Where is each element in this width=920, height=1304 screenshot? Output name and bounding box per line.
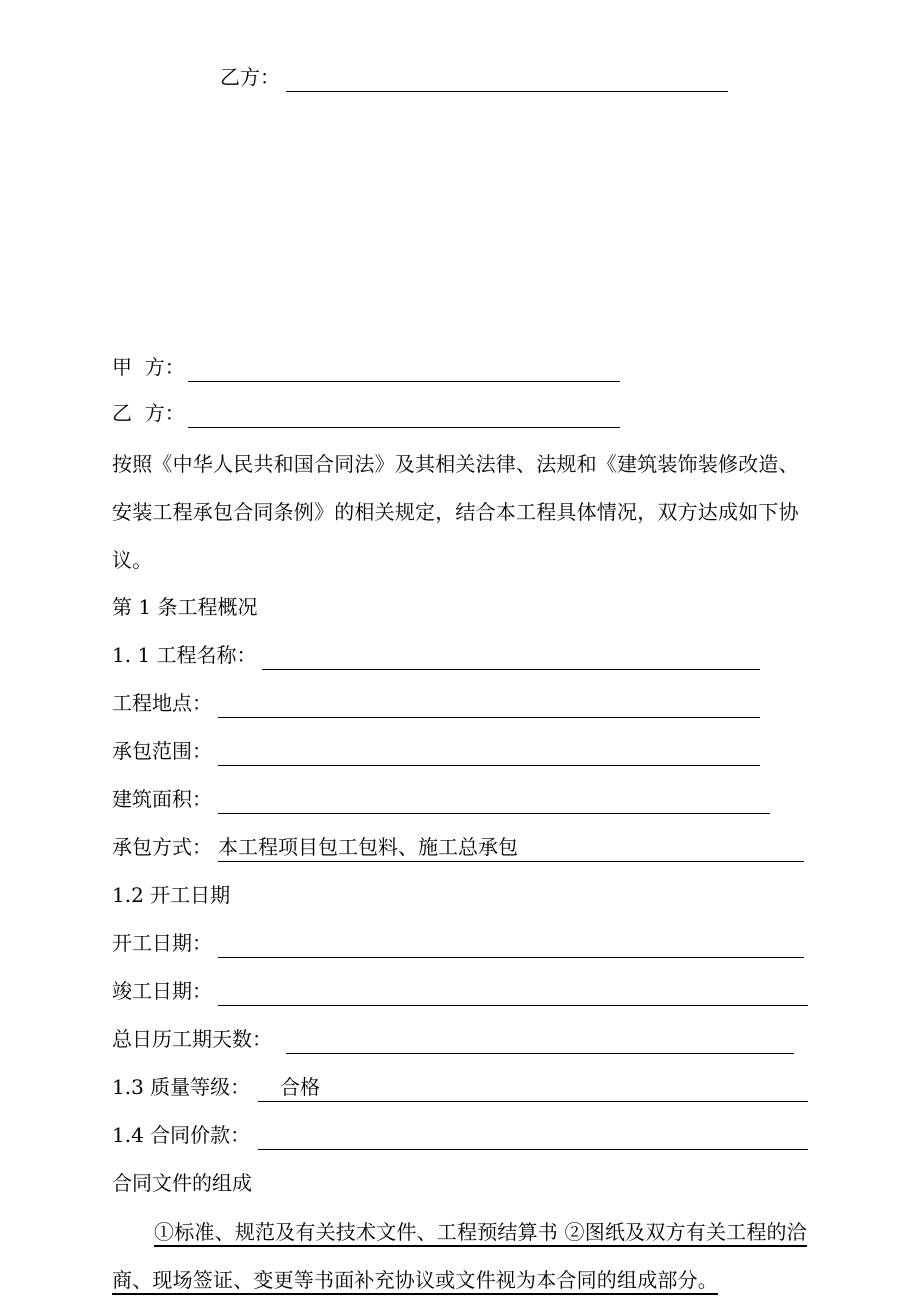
party-b-blank[interactable]: [188, 398, 620, 428]
area-row: [112, 784, 772, 814]
scope-blank[interactable]: [218, 736, 760, 766]
header-party-b-label: 乙方：: [220, 65, 280, 89]
quality-label: 1.3 质量等级：: [112, 1075, 251, 1099]
method-row: [112, 832, 806, 862]
header-party-b-blank[interactable]: [286, 62, 728, 92]
start-date-row: [112, 928, 806, 958]
total-days-label: 总日历工期天数：: [112, 1027, 272, 1051]
project-name-row: [112, 640, 762, 670]
total-days-blank[interactable]: [286, 1024, 794, 1054]
party-a-blank[interactable]: [188, 352, 620, 382]
end-date-row: [112, 976, 810, 1006]
article1-title: 第 1 条工程概况: [112, 595, 258, 619]
party-a-row: [112, 352, 622, 382]
party-b-label: 乙 方：: [112, 401, 185, 425]
location-label: 工程地点：: [112, 691, 212, 715]
price-blank[interactable]: [258, 1120, 808, 1150]
project-name-blank[interactable]: [262, 640, 760, 670]
header-party-b-row: [220, 62, 730, 92]
area-blank[interactable]: [218, 784, 770, 814]
price-row: [112, 1120, 810, 1150]
area-label: 建筑面积：: [112, 787, 212, 811]
quality-value[interactable]: 合格: [258, 1072, 808, 1102]
documents-title: 合同文件的组成: [112, 1171, 252, 1195]
party-b-row: [112, 398, 622, 428]
documents-body: [112, 1208, 812, 1304]
total-days-row: [112, 1024, 796, 1054]
documents-body-text: ①标准、规范及有关技术文件、工程预结算书 ②图纸及双方有关工程的洽商、现场签证、变更等书面补充协议或文件视为本合同的组成部分。: [112, 1220, 807, 1292]
intro-paragraph: 按照《中华人民共和国合同法》及其相关法律、法规和《建筑装饰装修改造、安装工程承包合同条例》的相关规定，结合本工程具体情况，双方达成如下协议。: [112, 452, 799, 572]
quality-row: [112, 1072, 810, 1102]
scope-row: [112, 736, 762, 766]
project-name-label: 1. 1 工程名称：: [112, 643, 257, 667]
scope-label: 承包范围：: [112, 739, 212, 763]
end-date-label: 竣工日期：: [112, 979, 212, 1003]
location-row: [112, 688, 762, 718]
start-date-label: 开工日期：: [112, 931, 212, 955]
start-title: 1.2 开工日期: [112, 883, 231, 907]
method-label: 承包方式：: [112, 835, 212, 859]
method-value[interactable]: 本工程项目包工包料、施工总承包: [218, 832, 804, 862]
party-a-label: 甲 方：: [112, 355, 185, 379]
price-label: 1.4 合同价款：: [112, 1123, 251, 1147]
location-blank[interactable]: [218, 688, 760, 718]
start-date-blank[interactable]: [218, 928, 804, 958]
end-date-blank[interactable]: [218, 976, 808, 1006]
